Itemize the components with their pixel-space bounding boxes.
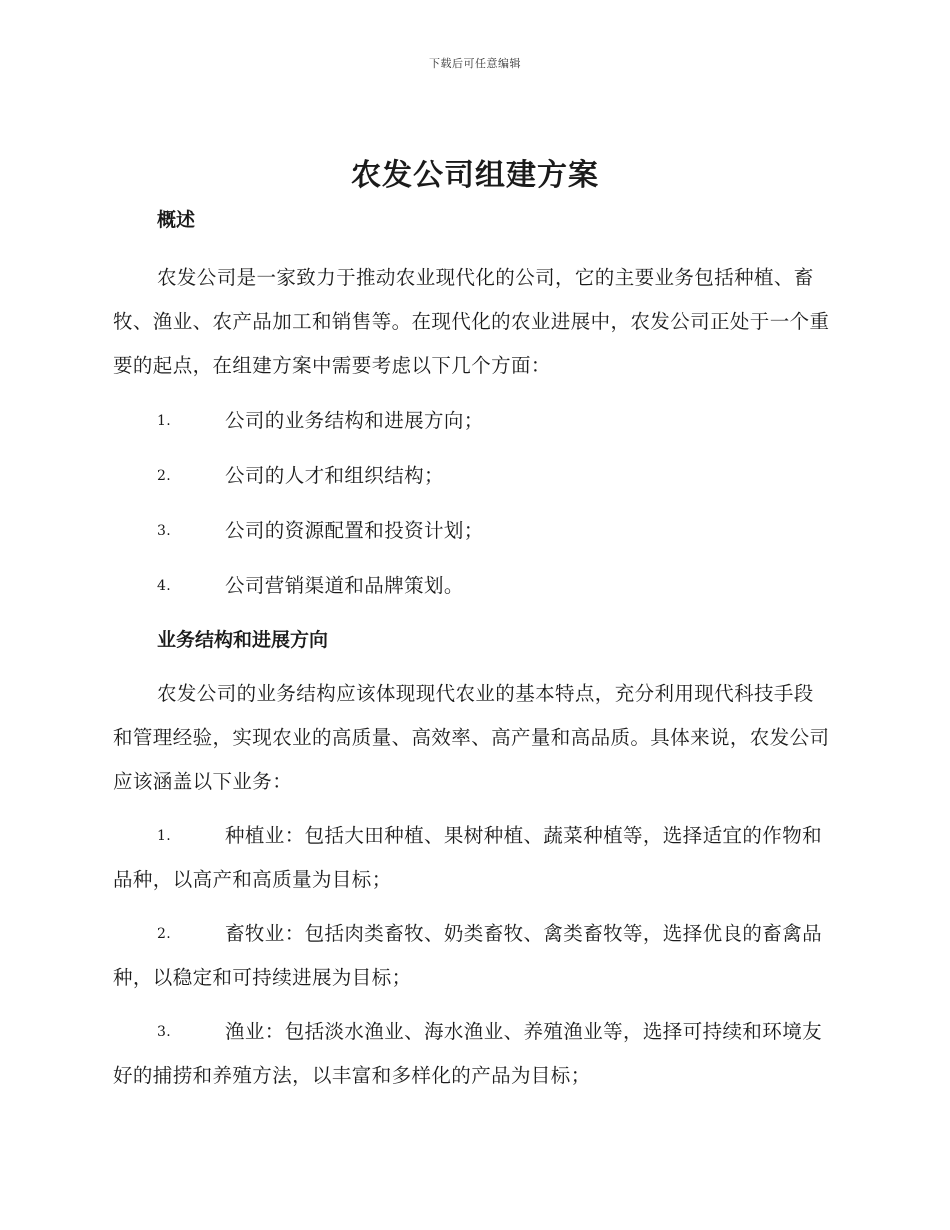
list-item-text: 渔业：包括淡水渔业、海水渔业、养殖渔业等，选择可持续和环境友好的捕捞和养殖方法，以丰富和多样化的产品为目标； — [113, 1020, 823, 1087]
list-item-text: 公司的业务结构和进展方向； — [225, 409, 484, 432]
list-number: 1. — [157, 828, 172, 844]
list-number: 3. — [157, 1024, 172, 1040]
list-number: 2. — [157, 468, 172, 484]
list-number: 3. — [157, 523, 172, 539]
list-item-text: 种植业：包括大田种植、果树种植、蔬菜种植等，选择适宜的作物和品种，以高产和高质量为目标； — [113, 824, 823, 891]
page-title: 农发公司组建方案 — [351, 158, 599, 193]
section-heading-business: 业务结构和进展方向 — [157, 629, 329, 651]
list-item — [113, 814, 833, 902]
list-item — [113, 509, 833, 553]
business-paragraph: 农发公司的业务结构应该体现现代农业的基本特点，充分利用现代科技手段和管理经验，实现农业的高质量、高效率、高产量和高品质。具体来说，农发公司应该涵盖以下业务： — [113, 682, 830, 793]
list-item — [113, 454, 833, 498]
header-note: 下载后可任意编辑 — [429, 57, 521, 70]
list-item — [113, 399, 833, 443]
list-item-text: 畜牧业：包括肉类畜牧、奶类畜牧、禽类畜牧等，选择优良的畜禽品种，以稳定和可持续进展为目标； — [113, 922, 823, 989]
list-number: 4. — [157, 578, 172, 594]
list-item — [113, 1010, 833, 1098]
overview-paragraph: 农发公司是一家致力于推动农业现代化的公司，它的主要业务包括种植、畜牧、渔业、农产品加工和销售等。在现代化的农业进展中，农发公司正处于一个重要的起点，在组建方案中需要考虑以下几个方面： — [113, 266, 830, 377]
list-item-text: 公司营销渠道和品牌策划。 — [225, 574, 464, 597]
list-item — [113, 912, 833, 1000]
list-number: 2. — [157, 926, 172, 942]
list-item — [113, 564, 833, 608]
document-body — [113, 200, 833, 1098]
list-item-text: 公司的人才和组织结构； — [225, 464, 444, 487]
list-item-text: 公司的资源配置和投资计划； — [225, 519, 484, 542]
list-number: 1. — [157, 413, 172, 429]
section-heading-overview: 概述 — [157, 209, 196, 231]
